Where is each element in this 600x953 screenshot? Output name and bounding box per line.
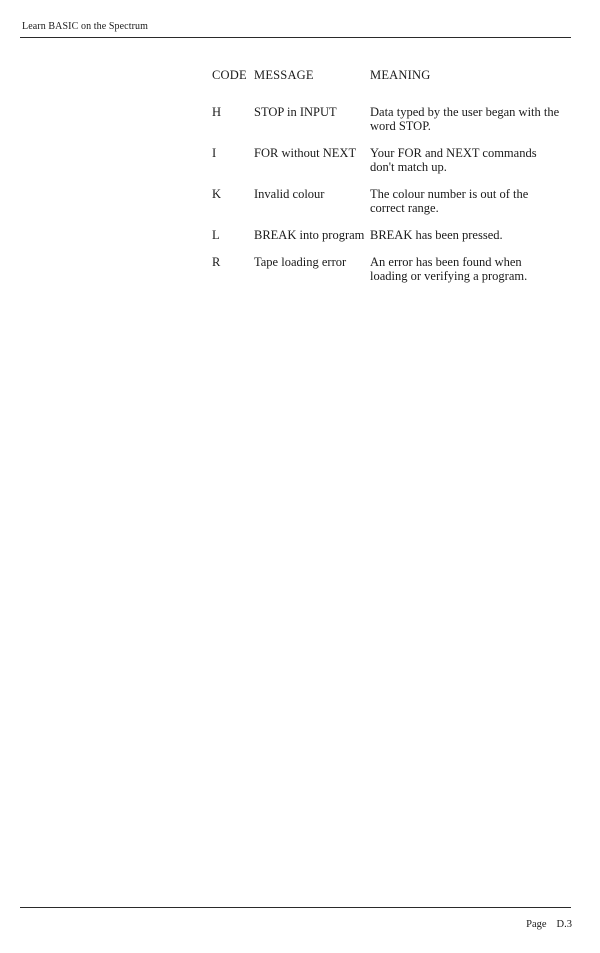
code-cell: L	[212, 228, 220, 242]
page-number: D.3	[556, 919, 572, 930]
meaning-cell: The colour number is out of the correct range.	[370, 187, 529, 215]
running-header: Learn BASIC on the Spectrum	[22, 21, 149, 32]
header-rule	[20, 37, 571, 38]
code-cell: R	[212, 255, 221, 269]
message-cell: BREAK into program	[254, 228, 365, 242]
footer-rule	[20, 907, 571, 908]
column-header-meaning: MEANING	[370, 68, 431, 82]
table-row	[212, 228, 572, 242]
table-row	[212, 187, 572, 215]
column-header-message: MESSAGE	[254, 68, 314, 82]
column-header-code: CODE	[212, 68, 247, 82]
error-codes-table	[212, 68, 572, 296]
table-row	[212, 255, 572, 283]
meaning-cell: An error has been found when loading or verifying a program.	[370, 255, 528, 283]
table-row	[212, 105, 572, 133]
code-cell: H	[212, 105, 222, 119]
message-cell: STOP in INPUT	[254, 105, 337, 119]
message-cell: Invalid colour	[254, 187, 325, 201]
code-cell: K	[212, 187, 222, 201]
meaning-cell: BREAK has been pressed.	[370, 228, 503, 242]
meaning-cell: Data typed by the user began with the word STOP.	[370, 105, 560, 133]
page-footer	[526, 919, 572, 930]
message-cell: Tape loading error	[254, 255, 347, 269]
message-cell: FOR without NEXT	[254, 146, 357, 160]
meaning-cell: Your FOR and NEXT commands don't match up.	[370, 146, 537, 174]
table-header-row	[212, 68, 572, 82]
page-label: Page	[526, 919, 547, 930]
code-cell: I	[212, 146, 217, 160]
table-row	[212, 146, 572, 174]
